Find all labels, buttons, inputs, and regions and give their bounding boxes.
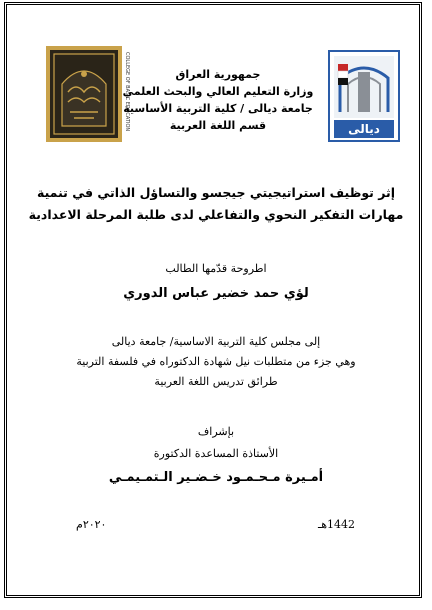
supervision-label: بإشراف <box>197 425 235 438</box>
submission-line-2: وهي جزء من متطلبات نيل شهادة الدكتوراه في فلسفة التربية <box>76 355 356 368</box>
supervisor-rank: الأستاذة المساعدة الدكتورة <box>153 447 279 460</box>
submission-line-1: إلى مجلس كلية التربية الاساسية/ جامعة ديالى <box>111 335 321 348</box>
college-seal-caption: COLLEGE OF BASIC EDUCATION <box>124 52 130 132</box>
student-name: لؤي حمد خضير عباس الدوري <box>123 286 309 301</box>
header-ministry: وزارة التعليم العالي والبحث العلمي <box>122 85 314 98</box>
submission-line-3: طرائق تدريس اللغة العربية <box>154 375 278 388</box>
supervisor-name: أمـيرة مـحـمـود خـضـير الـتمـيمـي <box>108 470 324 485</box>
thesis-title-line-2: مهارات التفكير النحوي والتفاعلي لدى طلبة المرحلة الاعدادية <box>28 207 404 222</box>
thesis-title-line-1: إثر توظيف استراتيجيتي جيجسو والتساؤل الذاتي في تنمية <box>37 185 395 200</box>
hijri-date: 1442هـ <box>318 518 356 531</box>
gregorian-date: ٢٠٢٠م <box>76 518 107 531</box>
header-department: قسم اللغة العربية <box>169 119 267 132</box>
thesis-title <box>0 182 432 226</box>
header-university: جامعة ديالى / كلية التربية الأساسية <box>123 102 313 115</box>
institution-header <box>120 66 316 134</box>
header-country: جمهورية العراق <box>175 68 261 81</box>
college-seal-logo <box>44 44 124 144</box>
submission-label: اطروحة قدّمها الطالب <box>165 262 267 275</box>
university-logo-caption: ديالى <box>348 122 380 136</box>
submission-statement <box>0 332 432 392</box>
